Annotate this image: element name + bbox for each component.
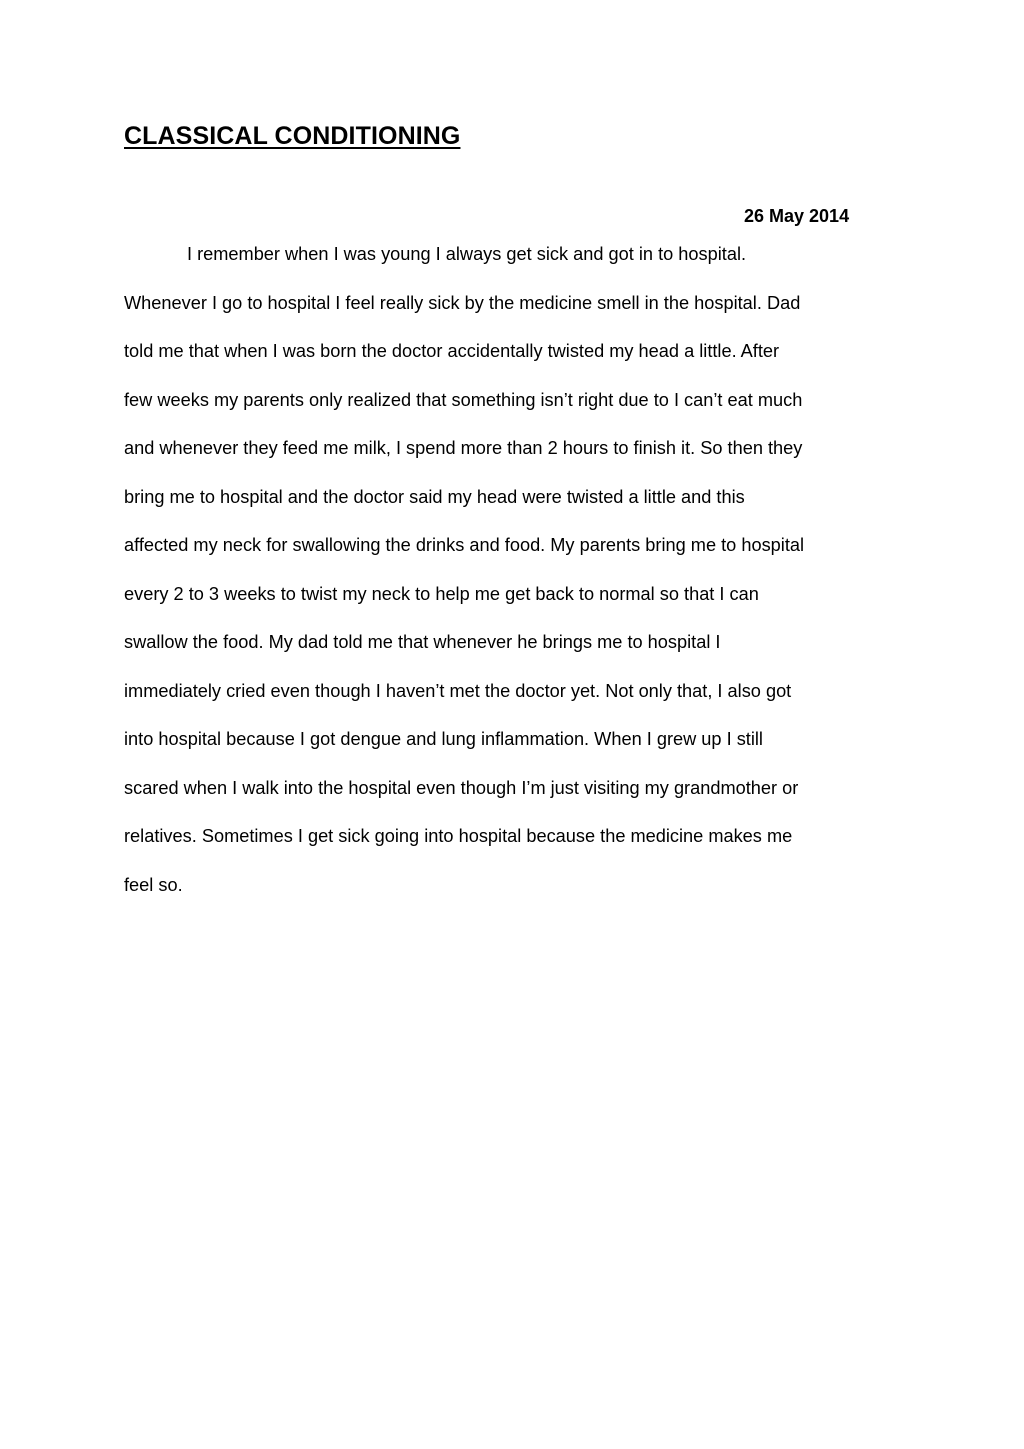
paragraph-line: immediately cried even though I haven’t met the doctor yet. Not only that, I also got [124, 680, 792, 701]
paragraph-line: relatives. Sometimes I get sick going into hospital because the medicine makes me [124, 826, 793, 846]
paragraph-line: into hospital because I got dengue and lung inflammation. When I grew up I still [124, 729, 763, 749]
paragraph-line: I remember when I was young I always get sick and got in to hospital. [187, 244, 747, 264]
paragraph-line: every 2 to 3 weeks to twist my neck to help me get back to normal so that I can [124, 583, 759, 604]
paragraph-line: and whenever they feed me milk, I spend more than 2 hours to finish it. So then they [124, 438, 803, 458]
paragraph-line: bring me to hospital and the doctor said my head were twisted a little and this [124, 486, 745, 507]
paragraph-line: Whenever I go to hospital I feel really sick by the medicine smell in the hospital. Dad [124, 292, 801, 313]
paragraph-line: few weeks my parents only realized that something isn’t right due to I can’t eat much [124, 389, 803, 410]
paragraph-line: told me that when I was born the doctor accidentally twisted my head a little. After [124, 341, 780, 361]
paragraph-line: feel so. [124, 874, 183, 895]
paragraph-line: scared when I walk into the hospital even though I’m just visiting my grandmother or [124, 777, 799, 798]
document-title: CLASSICAL CONDITIONING [124, 122, 461, 150]
body-paragraph [124, 241, 914, 920]
paragraph-line: swallow the food. My dad told me that whenever he brings me to hospital I [124, 632, 721, 652]
paragraph-line: affected my neck for swallowing the drinks and food. My parents bring me to hospital [124, 535, 805, 555]
document-date: 26 May 2014 [744, 206, 850, 226]
